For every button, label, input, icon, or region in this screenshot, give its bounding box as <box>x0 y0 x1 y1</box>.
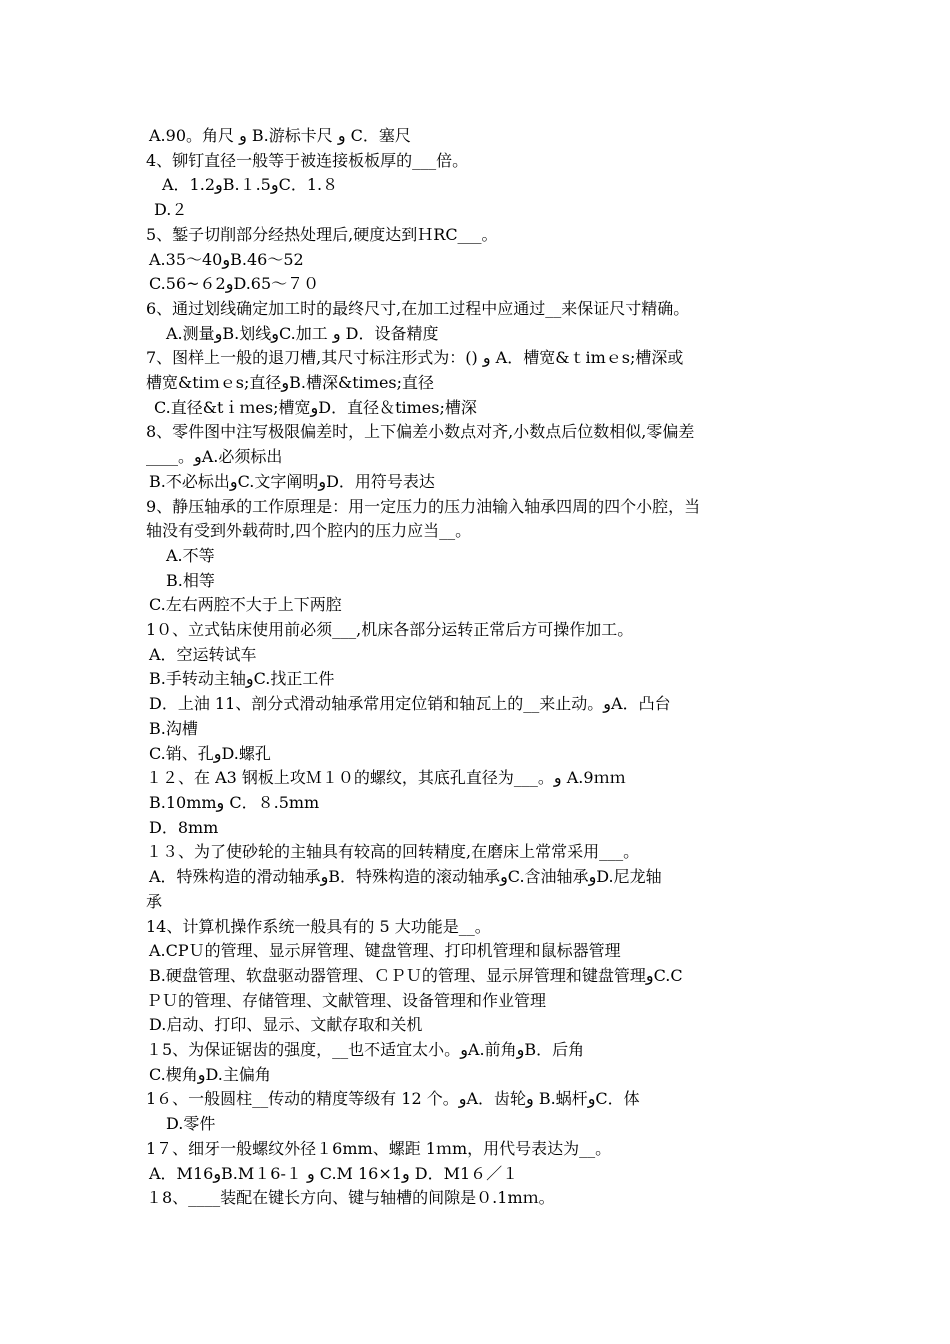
text-line: A．M16ﻭB.M１6-１ ﻭ C.M 16×1ﻭ D．M1６／１ <box>149 1163 519 1183</box>
text-line: 9、静压轴承的工作原理是：用一定压力的压力油输入轴承四周的四个小腔，当 <box>146 496 701 516</box>
text-line: A.不等 <box>166 545 215 565</box>
text-line: A．特殊构造的滑动轴承ﻭB．特殊构造的滚动轴承ﻭC.含油轴承ﻭD.尼龙轴 <box>149 867 662 887</box>
text-line: 1０、立式钻床使用前必须___,机床各部分运转正常后方可操作加工。 <box>146 620 634 640</box>
text-line: B.沟槽 <box>149 718 198 738</box>
text-line: D.零件 <box>166 1114 216 1134</box>
text-line: B.相等 <box>166 570 215 590</box>
text-line: 7、图样上一般的退刀槽,其尺寸标注形式为：() ﻭ A．槽宽&ｔimｅs;槽深或 <box>146 348 684 368</box>
text-line: B.手转动主轴ﻭC.找正工件 <box>149 669 335 689</box>
text-line: D.启动、打印、显示、文献存取和关机 <box>149 1015 423 1035</box>
text-line: C.直径&tｉｍes;槽宽ﻭD．直径＆times;槽深 <box>154 397 477 417</box>
text-line: A.90。角尺 ﻭ B.游标卡尺 ﻭ C．塞尺 <box>149 126 411 145</box>
text-line: 8、零件图中注写极限偏差时，上下偏差小数点对齐,小数点后位数相似,零偏差 <box>146 422 695 442</box>
text-line: 1６、一般圆柱__传动的精度等级有 12 个。ﻭA．齿轮ﻭ B.蜗杆ﻭC．体 <box>146 1089 640 1109</box>
text-line: B.硬盘管理、软盘驱动器管理、ＣＰＵ的管理、显示屏管理和键盘管理ﻭC.C <box>149 965 683 985</box>
document-body <box>146 124 816 1211</box>
text-line: B.不必标出ﻭC.文字阐明ﻭD．用符号表达 <box>149 471 435 491</box>
text-line: 5、錾子切削部分经热处理后,硬度达到ＨRC___。 <box>146 224 498 244</box>
text-line: C.销、孔ﻭD.螺孔 <box>149 743 271 763</box>
text-line: A.CPＵ的管理、显示屏管理、键盘管理、打印机管理和鼠标器管理 <box>149 941 621 961</box>
text-line: A.35～40ﻭB.46～52 <box>149 249 304 269</box>
text-line: C.56~６2ﻭD.65～７０ <box>149 274 320 294</box>
text-line: A．空运转试车 <box>149 644 257 664</box>
text-line: A．1.2ﻭB.１.5ﻭC．1.８ <box>162 175 339 195</box>
text-line: A.测量ﻭB.划线ﻭC.加工 ﻭ D．设备精度 <box>166 323 439 343</box>
text-line: 4、铆钉直径一般等于被连接板板厚的___倍。 <box>146 150 469 170</box>
text-line: １３、为了使砂轮的主轴具有较高的回转精度,在磨床上常常采用___。 <box>146 842 640 862</box>
text-line: ____。ﻭA.必须标出 <box>146 447 283 467</box>
text-line: 槽宽&tiｍｅs;直径ﻭB.槽深&times;直径 <box>146 373 435 393</box>
text-line: １8、____装配在键长方向、键与轴槽的间隙是０.1mｍ。 <box>146 1188 555 1208</box>
text-line: C.楔角ﻭD.主偏角 <box>149 1064 271 1084</box>
text-line: １２、在 A3 钢板上攻Ｍ１０的螺纹，其底孔直径为___。ﻭ A.9ｍｍ <box>146 768 626 788</box>
text-line: D.２ <box>154 200 188 220</box>
text-line: １5、为保证锯齿的强度，__也不适宜太小。ﻭA.前角ﻭB．后角 <box>146 1040 585 1060</box>
text-line: 轴没有受到外载荷时,四个腔内的压力应当__。 <box>146 521 472 541</box>
text-line: 1７、细牙一般螺纹外径１6mm、螺距 1ｍm，用代号表达为__。 <box>146 1138 612 1158</box>
text-line: B.10mmﻭ C．８.5mm <box>149 792 320 812</box>
text-line: ＰＵ的管理、存储管理、文献管理、设备管理和作业管理 <box>146 990 547 1010</box>
text-line: D．上油 11、剖分式滑动轴承常用定位销和轴瓦上的__来止动。ﻭA．凸台 <box>149 694 671 714</box>
text-line: C.左右两腔不大于上下两腔 <box>149 595 342 615</box>
text-line: 14、计算机操作系统一般具有的 5 大功能是__。 <box>146 916 491 936</box>
text-line: D．8mm <box>149 817 219 837</box>
text-line: 6、通过划线确定加工时的最终尺寸,在加工过程中应通过__来保证尺寸精确。 <box>146 298 690 318</box>
text-line: 承 <box>146 891 163 911</box>
